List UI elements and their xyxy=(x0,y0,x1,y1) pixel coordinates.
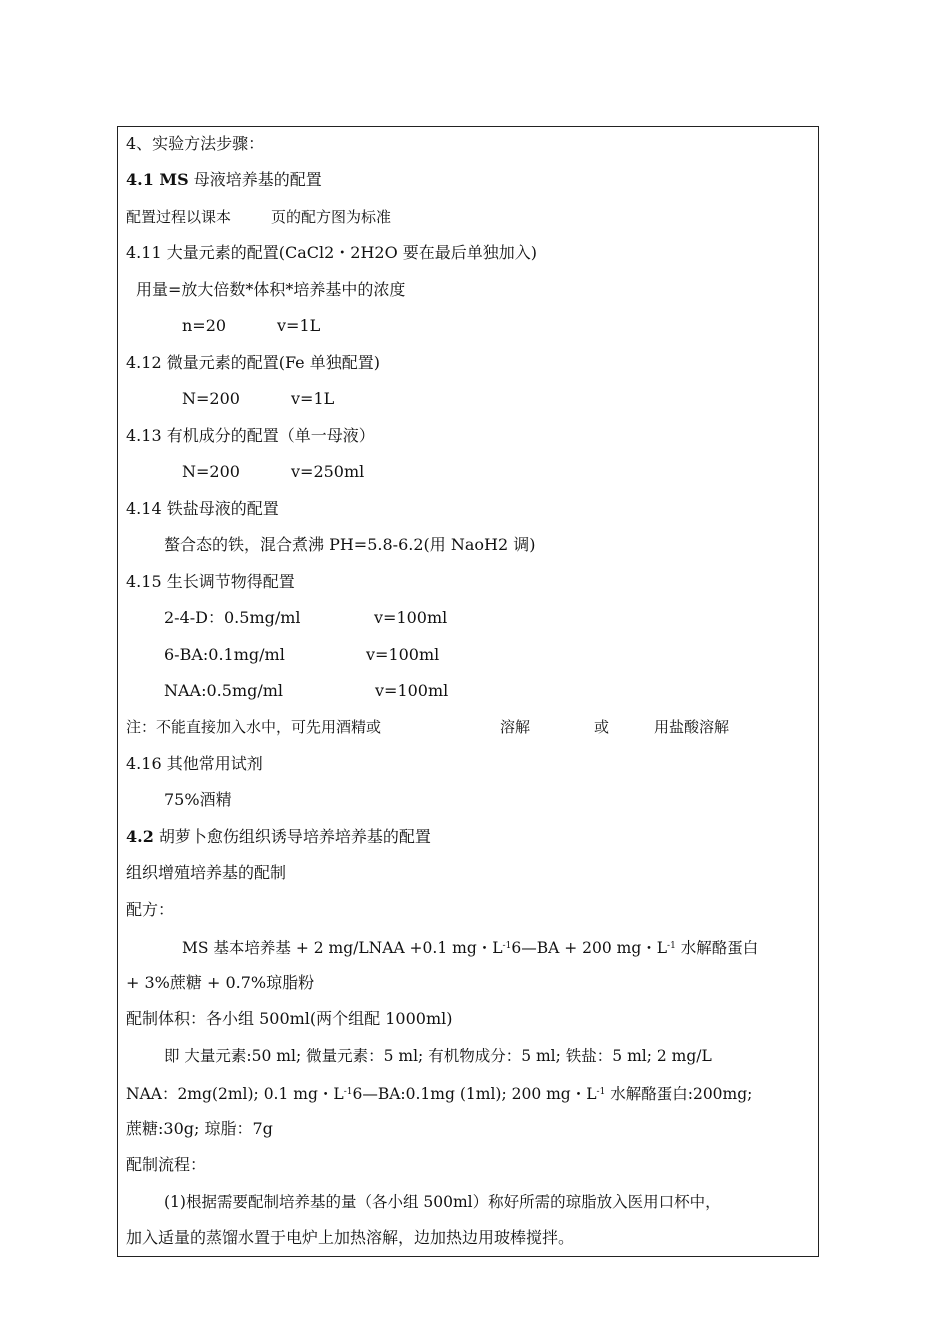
text-line: 4.15 生长调节物得配置 xyxy=(126,572,295,591)
text-line: v=250ml xyxy=(291,462,365,481)
text-line: 配方： xyxy=(126,900,175,919)
text-line: 配置过程以课本 页的配方图为标准 xyxy=(126,208,392,226)
text-line: 蔗糖:30g; 琼脂：7g xyxy=(126,1119,273,1138)
text-line: 4.14 铁盐母液的配置 xyxy=(126,499,279,518)
text-line: 螯合态的铁，混合煮沸 PH=5.8-6.2(用 NaoH2 调) xyxy=(164,535,536,554)
text-line: N=200 xyxy=(182,389,240,408)
text-line: 即 大量元素:50 ml; 微量元素：5 ml; 有机物成分：5 ml; 铁盐：5 ml; 2 mg/L xyxy=(164,1047,712,1065)
text-line: 4.11 大量元素的配置(CaCl2・2H2O 要在最后单独加入) xyxy=(126,243,538,262)
text-line: v=1L xyxy=(277,316,321,335)
text-line: v=100ml xyxy=(366,645,440,664)
text-line: n=20 xyxy=(182,316,227,335)
formula-line: + 3%蔗糖 + 0.7%琼脂粉 xyxy=(126,973,315,992)
text-line: 组织增殖培养基的配制 xyxy=(126,863,287,882)
text-line: 75%酒精 xyxy=(164,790,232,809)
note-line: 用盐酸溶解 xyxy=(654,718,730,736)
text-line: 配制体积：各小组 500ml(两个组配 1000ml) xyxy=(126,1009,453,1028)
text-line: N=200 xyxy=(182,462,240,481)
text-line: 加入适量的蒸馏水置于电炉上加热溶解，边加热边用玻棒搅拌。 xyxy=(126,1228,575,1247)
note-line: 注：不能直接加入水中，可先用酒精或 xyxy=(126,718,382,736)
text-line: 4.16 其他常用试剂 xyxy=(126,754,263,773)
text-line: 6-BA:0.1mg/ml xyxy=(164,645,285,664)
text-line: 4.13 有机成分的配置（单一母液） xyxy=(126,426,375,445)
note-line: 溶解 xyxy=(500,718,531,736)
text-line: v=1L xyxy=(291,389,335,408)
text-line: NAA:0.5mg/ml xyxy=(164,681,284,700)
text-line: 2-4-D：0.5mg/ml xyxy=(164,608,301,627)
text-line: 4.12 微量元素的配置(Fe 单独配置) xyxy=(126,353,380,372)
text-line: NAA：2mg(2ml); 0.1 mg・$L^{-1}6—BA:0.1mg$ (1ml); 200 mg・$L^{-1}$ 水解酪蛋白:200mg; xyxy=(126,1085,753,1103)
text-line: (1)根据需要配制培养基的量（各小组 500ml）称好所需的琼脂放入医用口杯中， xyxy=(164,1193,721,1211)
text-line: v=100ml xyxy=(374,608,448,627)
subsection-heading: 4.1 MS 母液培养基的配置 xyxy=(126,170,322,189)
text-line: 配制流程： xyxy=(126,1155,207,1174)
subsection-heading: 4.2 胡萝卜愈伤组织诱导培养培养基的配置 xyxy=(126,827,431,846)
note-line: 或 xyxy=(594,718,610,736)
formula-line: MS 基本培养基 + 2 mg/LNAA +0.1 mg・$L^{-1}6—BA + 200$ mg・$L^{-1}$ 水解酪蛋白 xyxy=(182,939,759,957)
text-line: 用量=放大倍数*体积*培养基中的浓度 xyxy=(136,280,406,299)
section-heading: 4、实验方法步骤： xyxy=(126,134,265,153)
text-line: v=100ml xyxy=(375,681,449,700)
